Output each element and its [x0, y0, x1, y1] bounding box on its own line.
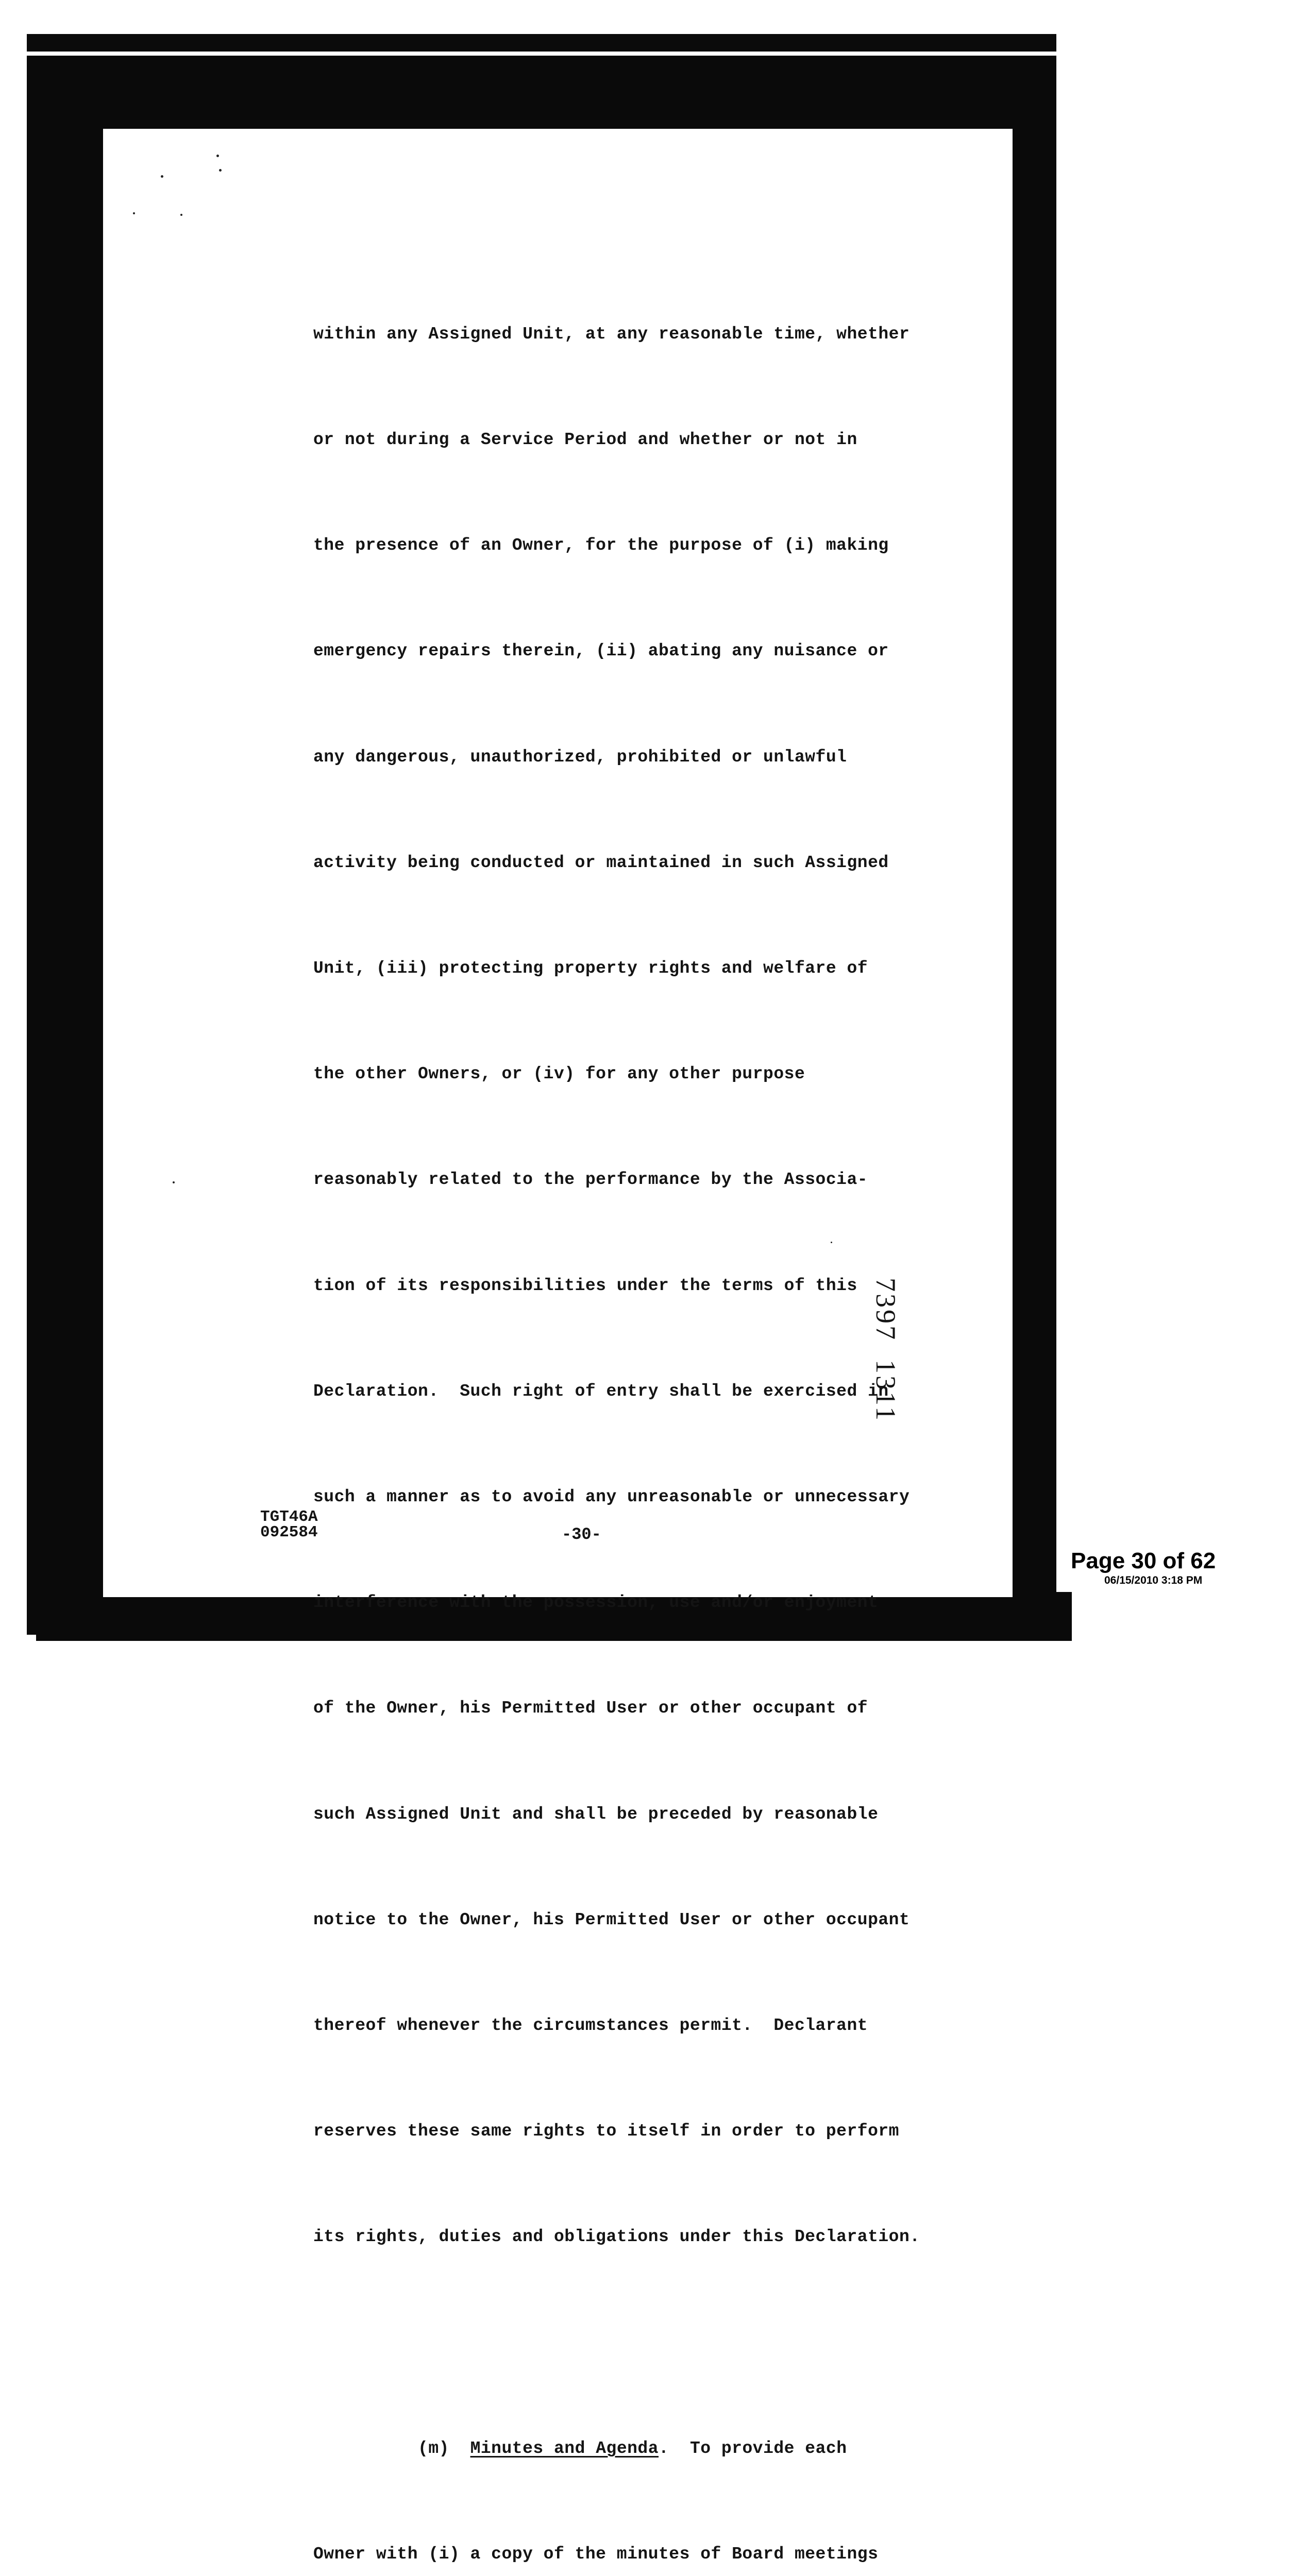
page-counter: Page 30 of 62 — [1071, 1548, 1216, 1573]
text-line: emergency repairs therein, (ii) abating any nuisance or — [313, 641, 889, 661]
text-line: Owner with (i) a copy of the minutes of Board meetings — [313, 2545, 879, 2564]
text-line: interference with the possession, use and/or enjoyment — [313, 1593, 879, 1613]
section-m-marker: (m) — [418, 2438, 449, 2458]
text-line: within any Assigned Unit, at any reasonable time, whether — [313, 324, 910, 344]
scan-speck — [173, 1181, 175, 1183]
book-page-stamp: 7397 1311 — [870, 1278, 901, 1422]
document-code — [260, 1510, 318, 1540]
scan-speck — [180, 214, 182, 216]
text-line: activity being conducted or maintained in such Assigned — [313, 853, 889, 872]
scan-top-bar — [27, 34, 1056, 52]
text-line: such Assigned Unit and shall be preceded by reasonable — [313, 1804, 879, 1824]
text-line: reasonably related to the performance by the Associa- — [313, 1170, 868, 1190]
document-code-line: 092584 — [260, 1523, 318, 1541]
text-line: Unit, (iii) protecting property rights and welfare of — [313, 959, 868, 978]
text-line: or not during a Service Period and whether or not in — [313, 430, 857, 450]
text-line: its rights, duties and obligations under this Declaration. — [313, 2227, 920, 2247]
text-line: the other Owners, or (iv) for any other purpose — [313, 1064, 805, 1084]
scan-speck — [219, 169, 222, 172]
scan-speck — [216, 155, 219, 157]
text-line: tion of its responsibilities under the terms of this — [313, 1276, 857, 1295]
section-m-heading: Minutes and Agenda — [470, 2438, 659, 2458]
scan-speck — [161, 175, 163, 178]
section-m-lead: . To provide each — [659, 2438, 847, 2458]
text-line: such a manner as to avoid any unreasonable or unnecessary — [313, 1487, 910, 1507]
blank-line — [313, 2326, 993, 2361]
scan-speck — [133, 212, 135, 214]
text-line: Declaration. Such right of entry shall be exercised in — [313, 1381, 889, 1401]
text-line: of the Owner, his Permitted User or other occupant of — [313, 1699, 868, 1718]
text-line: the presence of an Owner, for the purpose of (i) making — [313, 536, 889, 555]
text-line: notice to the Owner, his Permitted User or other occupant — [313, 1910, 910, 1929]
text-line: any dangerous, unauthorized, prohibited or unlawful — [313, 747, 847, 767]
section-m-heading-line — [313, 2431, 993, 2466]
document-code-line: TGT46A — [260, 1508, 318, 1526]
print-timestamp: 06/15/2010 3:18 PM — [1104, 1574, 1203, 1586]
text-line: thereof whenever the circumstances permit. Declarant — [313, 2016, 868, 2036]
text-line: reserves these same rights to itself in order to perform — [313, 2122, 899, 2141]
page-number: -30- — [562, 1525, 601, 1544]
